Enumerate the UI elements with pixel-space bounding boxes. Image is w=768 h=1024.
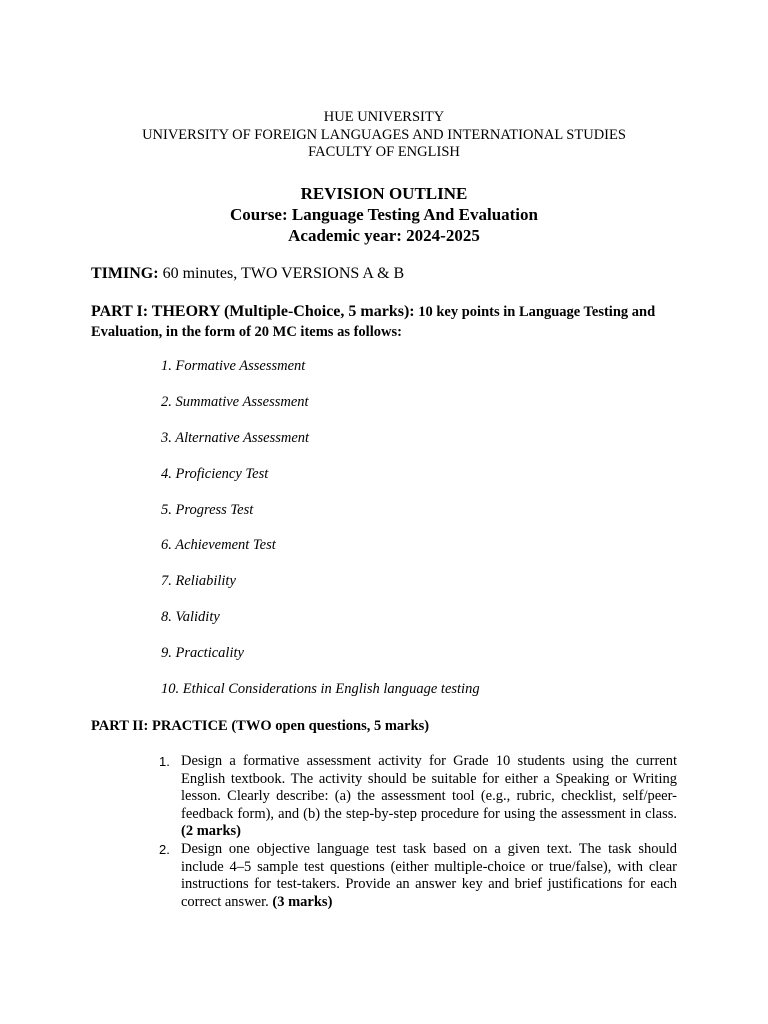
part1-title: PART I: THEORY (Multiple-Choice, 5 marks): (91, 303, 415, 320)
institution-header (0, 109, 768, 162)
academic-year: Academic year: 2024-2025 (288, 226, 480, 245)
question-text: Design a formative assessment activity for Grade 10 students using the current English textbook. The activity should be suitable for either a Speaking or Writing lesson. Clearly describe: (a) the assessment tool (e.g., rubric, checklist, self/peer-feedback form), and (b) the step-by-step procedure for using the assessment in class. (181, 753, 677, 822)
practice-question (159, 753, 677, 841)
practice-question (159, 840, 677, 911)
question-text: Design one objective language test task based on a given text. The task should include 4–5 sample test questions (either multiple-choice or true/false), with clear instructions for test-takers. Provide an answer key and brief justifications for each correct answer. (181, 840, 677, 910)
question-marks: (2 marks) (181, 823, 242, 840)
question-number: 1. (159, 754, 170, 769)
question-marks: (3 marks) (272, 893, 333, 910)
document-title: REVISION OUTLINE (300, 184, 468, 203)
list-item: 5. Progress Test (161, 501, 254, 518)
timing-label: TIMING: (91, 265, 159, 282)
list-item: 3. Alternative Assessment (161, 429, 310, 446)
question-number: 2. (159, 841, 170, 857)
university-name: HUE UNIVERSITY (323, 109, 445, 125)
practice-question-list (159, 753, 677, 911)
list-item: 9. Practicality (161, 645, 244, 662)
list-item: 2. Summative Assessment (161, 393, 309, 410)
timing-value: 60 minutes, TWO VERSIONS A & B (158, 265, 405, 282)
list-item: 6. Achievement Test (161, 537, 276, 554)
timing-line (91, 264, 404, 284)
list-item: 4. Proficiency Test (161, 465, 269, 482)
part1-heading (91, 302, 681, 342)
theory-topic-list (161, 356, 480, 715)
list-item: 8. Validity (161, 609, 220, 626)
faculty-name: FACULTY OF ENGLISH (308, 144, 460, 160)
part1-description: 10 key points in Language Testing and Evaluation, in the form of 20 MC items as follows: (91, 304, 656, 340)
list-item: 10. Ethical Considerations in English language testing (161, 681, 480, 698)
course-name: Course: Language Testing And Evaluation (230, 205, 538, 224)
list-item: 7. Reliability (161, 573, 236, 590)
part2-heading: PART II: PRACTICE (TWO open questions, 5 marks) (91, 718, 430, 734)
school-name: UNIVERSITY OF FOREIGN LANGUAGES AND INTERNATIONAL STUDIES (142, 126, 626, 143)
list-item: 1. Formative Assessment (161, 358, 306, 374)
document-title-block (0, 183, 768, 246)
